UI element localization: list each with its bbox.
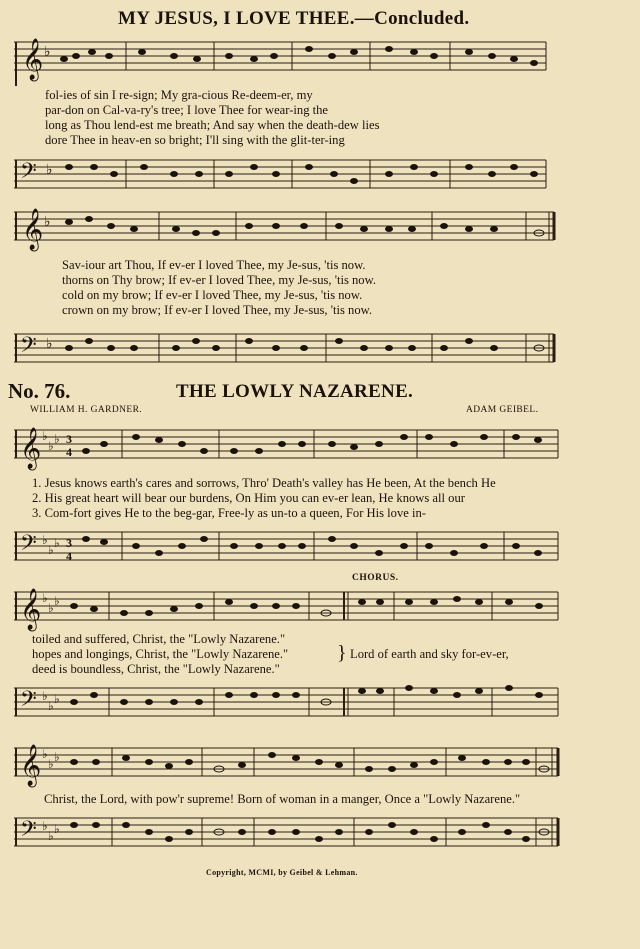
svg-text:♭: ♭ <box>42 429 48 443</box>
svg-text:♭: ♭ <box>54 536 60 550</box>
svg-text:♭: ♭ <box>46 163 53 178</box>
svg-text:♭: ♭ <box>46 337 53 352</box>
svg-text:3: 3 <box>66 536 72 550</box>
verse-1: 1. Jesus knows earth's cares and sorrows, Thro' Death's valley has He been, At the bench He <box>32 476 496 490</box>
staff-system-1-treble <box>14 34 628 86</box>
svg-text:♭: ♭ <box>54 692 60 706</box>
page-title: MY JESUS, I LOVE THEE.—Concluded. <box>118 8 470 29</box>
svg-text:♭: ♭ <box>54 822 60 836</box>
svg-text:♭: ♭ <box>48 439 54 453</box>
verse-2-end: hopes and longings, Christ, the "Lowly Nazarene." <box>32 647 289 661</box>
svg-text:♭: ♭ <box>54 750 60 764</box>
hymn1-lyric-line-2: par-don on Cal-va-ry's tree; I love Thee for wear-ing the <box>45 103 329 117</box>
svg-text:𝄞: 𝄞 <box>20 589 42 629</box>
hymn1-lyric-line-3: long as Thou lend-est me breath; And say when the death-dew lies <box>45 118 380 132</box>
verse-brace: } <box>337 642 347 664</box>
chorus-line-2: Christ, the Lord, with pow'r supreme! Born of woman in a manger, Once a "Lowly Nazarene." <box>44 792 521 806</box>
svg-text:♭: ♭ <box>48 543 54 557</box>
svg-text:𝄢: 𝄢 <box>20 687 37 716</box>
hymn1-refrain-line-4: crown on my brow; If ev-er I loved Thee, my Je-sus, 'tis now. <box>62 303 373 317</box>
staff-system-1-bass <box>14 150 628 200</box>
svg-text:𝄞: 𝄞 <box>20 745 42 785</box>
svg-text:𝄢: 𝄢 <box>20 159 37 188</box>
svg-text:♭: ♭ <box>44 215 51 230</box>
staff-system-3-bass <box>14 522 628 574</box>
verse-3: 3. Com-fort gives He to the beg-gar, Free-ly as un-to a queen, For His love in- <box>32 506 427 520</box>
svg-text:♭: ♭ <box>48 757 54 771</box>
staff-system-4-treble <box>14 584 628 634</box>
hymn-composer: ADAM GEIBEL. <box>466 405 539 415</box>
svg-text:♭: ♭ <box>42 819 48 833</box>
svg-text:♭: ♭ <box>54 432 60 446</box>
svg-text:𝄞: 𝄞 <box>22 209 44 249</box>
svg-text:𝄞: 𝄞 <box>20 428 42 468</box>
chorus-line-1: Lord of earth and sky for-ev-er, <box>350 647 509 661</box>
hymn-number: No. 76. <box>8 379 71 403</box>
svg-text:♭: ♭ <box>44 45 51 60</box>
hymn1-lyric-line-1: fol-ies of sin I re-sign; My gra-cious Re-deem-er, my <box>45 88 313 102</box>
time-signature-top: 3 <box>66 432 72 446</box>
svg-text:♭: ♭ <box>42 533 48 547</box>
svg-text:♭: ♭ <box>42 689 48 703</box>
staff-system-5-bass <box>14 808 628 868</box>
staff-system-2-bass <box>14 324 628 374</box>
chorus-label: CHORUS. <box>352 573 399 583</box>
svg-text:𝄢: 𝄢 <box>20 333 37 362</box>
svg-text:♭: ♭ <box>54 594 60 608</box>
hymn1-refrain-line-3: cold on my brow; If ev-er I loved Thee, my Je-sus, 'tis now. <box>62 288 363 302</box>
hymn1-refrain-line-1: Sav-iour art Thou, If ev-er I loved Thee, my Je-sus, 'tis now. <box>62 258 366 272</box>
staff-system-4-bass <box>14 678 628 730</box>
hymn1-refrain-line-2: thorns on Thy brow; If ev-er I loved Thee, my Je-sus, 'tis now. <box>62 273 377 287</box>
verse-3-end: deed is boundless, Christ, the "Lowly Nazarene." <box>32 662 280 676</box>
svg-text:4: 4 <box>66 549 72 563</box>
svg-text:𝄞: 𝄞 <box>22 39 44 79</box>
svg-text:𝄢: 𝄢 <box>20 817 37 846</box>
verse-1-end: toiled and suffered, Christ, the "Lowly Nazarene." <box>32 632 286 646</box>
svg-text:𝄢: 𝄢 <box>20 531 37 560</box>
staff-system-2-treble <box>14 204 628 256</box>
hymn-author: WILLIAM H. GARDNER. <box>30 405 143 415</box>
svg-text:♭: ♭ <box>48 601 54 615</box>
svg-text:♭: ♭ <box>42 747 48 761</box>
verse-2: 2. His great heart will bear our burdens, On Him you can ev-er lean, He knows all our <box>32 491 465 505</box>
svg-text:♭: ♭ <box>42 591 48 605</box>
staff-system-5-treble <box>14 738 628 790</box>
copyright-notice: Copyright, MCMI, by Geibel & Lehman. <box>206 868 358 877</box>
svg-text:♭: ♭ <box>48 699 54 713</box>
hymn-title: THE LOWLY NAZARENE. <box>176 381 414 402</box>
hymn1-lyric-line-4: dore Thee in heav-en so bright; I'll sing with the glit-ter-ing <box>45 133 345 147</box>
svg-text:♭: ♭ <box>48 829 54 843</box>
staff-system-3-treble <box>14 420 628 476</box>
time-signature-bottom: 4 <box>66 445 72 459</box>
